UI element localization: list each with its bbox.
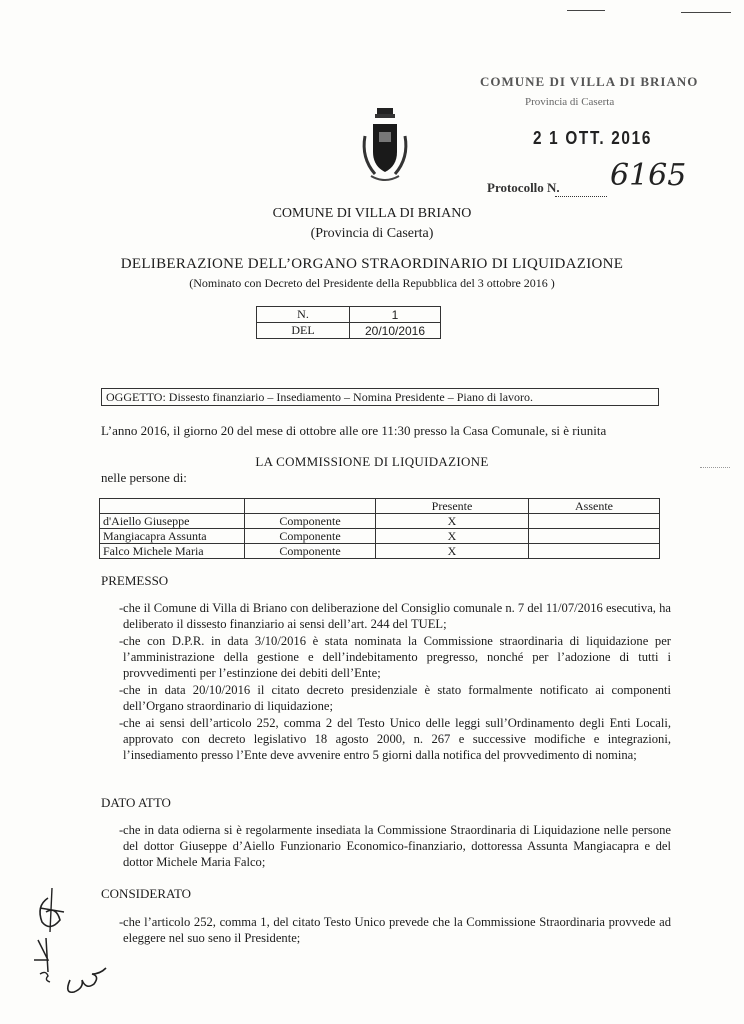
protocollo-label: Protocollo N. [487, 180, 560, 195]
member-role: Componente [245, 514, 376, 529]
member-presente: X [376, 544, 529, 559]
considerato-list [101, 914, 671, 947]
stamp-provincia: Provincia di Caserta [525, 96, 615, 108]
header-cell-presente: Presente [376, 499, 529, 514]
document-title: DELIBERAZIONE DELL’ORGANO STRAORDINARIO DI LIQUIDAZIONE [120, 256, 624, 272]
delibera-number-table [256, 306, 441, 339]
document-subtitle: (Nominato con Decreto del Presidente della Repubblica del 3 ottobre 2016 ) [189, 276, 555, 290]
list-item: - che l’articolo 252, comma 1, del citato Testo Unico prevede che la Commissione Straordinaria provvede ad eleggere nel suo seno il Presidente; [101, 914, 671, 946]
member-name: d'Aiello Giuseppe [100, 514, 245, 529]
header-cell [245, 499, 376, 514]
intro-paragraph: L’anno 2016, il giorno 20 del mese di ottobre alle ore 11:30 presso la Casa Comunale, si è riunita [101, 423, 607, 438]
stamp-date: 2 1 OTT. 2016 [533, 128, 653, 148]
member-assente [529, 514, 660, 529]
table-row [100, 514, 660, 529]
member-name: Falco Michele Maria [100, 544, 245, 559]
scan-line [567, 10, 605, 11]
scan-mark [700, 467, 730, 468]
member-name: Mangiacapra Assunta [100, 529, 245, 544]
member-assente [529, 544, 660, 559]
table-row [257, 323, 441, 339]
dato-atto-list [101, 822, 671, 871]
protocollo-line [555, 196, 607, 197]
scan-line [681, 12, 731, 13]
considerato-title: CONSIDERATO [101, 886, 192, 901]
header-cell-assente: Assente [529, 499, 660, 514]
del-value: 20/10/2016 [350, 323, 441, 339]
stamp-comune: COMUNE DI VILLA DI BRIANO [480, 74, 699, 89]
handwritten-signature-icon [18, 878, 128, 1008]
member-role: Componente [245, 529, 376, 544]
comune-name: COMUNE DI VILLA DI BRIANO [272, 206, 472, 221]
n-label: N. [257, 307, 350, 323]
n-value: 1 [350, 307, 441, 323]
del-label: DEL [257, 323, 350, 339]
coat-of-arms-icon [357, 106, 413, 186]
persone-label: nelle persone di: [101, 470, 187, 485]
dato-atto-title: DATO ATTO [101, 795, 171, 810]
header-cell [100, 499, 245, 514]
list-item: - che ai sensi dell’articolo 252, comma 2 del Testo Unico delle leggi sull’Ordinamento degli Enti Locali, approvato con decreto legislativo 18 agosto 2000, n. 267 e successive modifiche e integrazioni, l’insediamento presso l’Ente deve avvenire entro 5 giorni dalla notifica del provvedimento di nomina; [101, 715, 671, 763]
provincia-name: (Provincia di Caserta) [310, 226, 434, 241]
table-row [100, 529, 660, 544]
protocollo-number: 6165 [610, 158, 687, 193]
member-assente [529, 529, 660, 544]
list-item: - che in data odierna si è regolarmente insediata la Commissione Straordinaria di Liquidazione nelle persone del dottor Giuseppe d’Aiello Funzionario Economico-finanziario, dottoressa Assunta Mangiacapra e del dottor Michele Maria Falco; [101, 822, 671, 870]
table-row [100, 544, 660, 559]
table-row [257, 307, 441, 323]
member-presente: X [376, 529, 529, 544]
list-item: - che con D.P.R. in data 3/10/2016 è stata nominata la Commissione straordinaria di liquidazione per l’amministrazione della gestione e dell’indebitamento pregresso, nonché per l’adozione di tutti i provvedimenti per l’estinzione dei debiti dell’Ente; [101, 633, 671, 681]
oggetto-box: OGGETTO: Dissesto finanziario – Insediamento – Nomina Presidente – Piano di lavoro. [101, 388, 659, 406]
commissione-title: LA COMMISSIONE DI LIQUIDAZIONE [255, 454, 489, 469]
list-item: - che il Comune di Villa di Briano con deliberazione del Consiglio comunale n. 7 del 11/07/2016 esecutiva, ha deliberato il dissesto finanziario ai sensi dell’art. 244 del TUEL; [101, 600, 671, 632]
premesso-title: PREMESSO [101, 573, 169, 588]
member-presente: X [376, 514, 529, 529]
premesso-list [101, 600, 671, 764]
list-item: - che in data 20/10/2016 il citato decreto presidenziale è stato formalmente notificato ai componenti dell’Organo straordinario di liquidazione; [101, 682, 671, 714]
members-table [99, 498, 660, 559]
member-role: Componente [245, 544, 376, 559]
table-header-row [100, 499, 660, 514]
